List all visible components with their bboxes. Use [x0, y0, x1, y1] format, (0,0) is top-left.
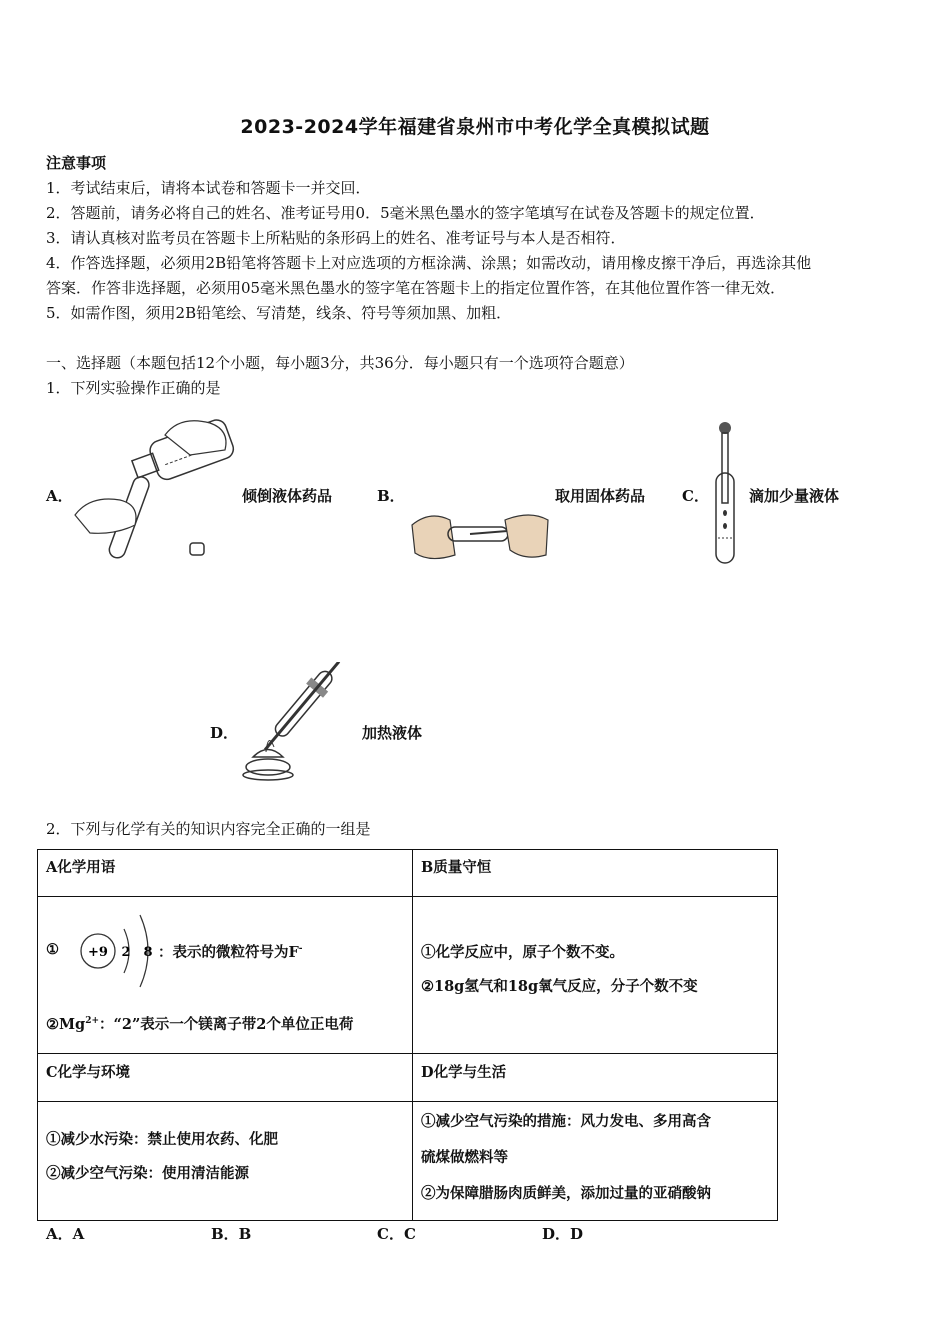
section-heading: 一、选择题（本题包括12个小题，每小题3分，共36分．每小题只有一个选项符合题意） — [46, 354, 634, 372]
atom-shell2-label: 8 — [143, 945, 153, 960]
taking-solid-illustration — [410, 505, 550, 565]
cell-a-content: ① +9 2 8 ：表示的微粒符号为F- $②Mg^{2+}$：“2”表示一个镁离子带2个单位正电荷 — [38, 897, 413, 1054]
q2-answer-c: C．C — [377, 1225, 416, 1243]
heating-liquid-illustration — [238, 662, 360, 782]
question-2-stem: 2．下列与化学有关的知识内容完全正确的一组是 — [46, 820, 371, 838]
q1-option-b-letter: B． — [377, 487, 405, 505]
cell-d-title: D化学与生活 — [413, 1054, 778, 1102]
cell-c-content: ①减少水污染：禁止使用农药、化肥 ②减少空气污染：使用清洁能源 — [38, 1102, 413, 1221]
notice-item-1: 1．考试结束后，请将本试卷和答题卡一并交回． — [46, 179, 371, 197]
notice-item-3: 3．请认真核对监考员在答题卡上所粘贴的条形码上的姓名、准考证号与本人是否相符． — [46, 229, 626, 247]
notice-item-4: 4．作答选择题，必须用2B铅笔将答题卡上对应选项的方框涂满、涂黑；如需改动，请用橡皮擦干净后，再选涂其他 — [46, 254, 812, 272]
cell-b-content: ①化学反应中，原子个数不变。 ②18g氢气和18g氧气反应，分子个数不变 — [413, 897, 778, 1054]
page-title: 2023-2024学年福建省泉州市中考化学全真模拟试题 — [240, 116, 710, 138]
q2-answer-b: B．B — [211, 1225, 252, 1243]
notice-heading: 注意事项 — [46, 154, 107, 172]
question-1-stem: 1．下列实验操作正确的是 — [46, 379, 221, 397]
notice-item-4-cont: 答案．作答非选择题，必须用05毫米黑色墨水的签字笔在答题卡上的指定位置作答，在其他位置作答一律无效． — [46, 279, 786, 297]
q1-option-b-text: 取用固体药品 — [555, 487, 646, 505]
atom-shell1-label: 2 — [121, 945, 131, 960]
q1-option-a-text: 倾倒液体药品 — [242, 487, 333, 505]
q1-option-d-letter: D． — [210, 724, 239, 742]
q1-option-a-letter: A． — [46, 487, 73, 505]
cell-a-title: A化学用语 — [38, 850, 413, 897]
atom-nucleus-label: +9 — [88, 945, 108, 960]
knowledge-table — [37, 849, 778, 1221]
notice-item-2: 2．答题前，请务必将自己的姓名、准考证号用0．5毫米黑色墨水的签字笔填写在试卷及答题卡的规定位置． — [46, 204, 765, 222]
notice-item-5: 5．如需作图，须用2B铅笔绘、写清楚，线条、符号等须加黑、加粗． — [46, 304, 512, 322]
fluorine-atom-diagram — [74, 907, 164, 997]
q2-answer-a: A．A — [46, 1225, 85, 1243]
pouring-liquid-illustration — [70, 405, 245, 570]
q1-option-c-text: 滴加少量液体 — [749, 487, 840, 505]
q1-option-c-letter: C． — [682, 487, 709, 505]
cell-b-title: B质量守恒 — [413, 850, 778, 897]
q1-option-d-text: 加热液体 — [362, 724, 423, 742]
cell-c-title: C化学与环境 — [38, 1054, 413, 1102]
q2-answer-d: D．D — [542, 1225, 584, 1243]
dropper-illustration — [708, 418, 742, 568]
cell-d-content: ①减少空气污染的措施：风力发电、多用高含 硫煤做燃料等 ②为保障腊肠肉质鲜美，添加过量的亚硝酸钠 — [413, 1102, 778, 1221]
